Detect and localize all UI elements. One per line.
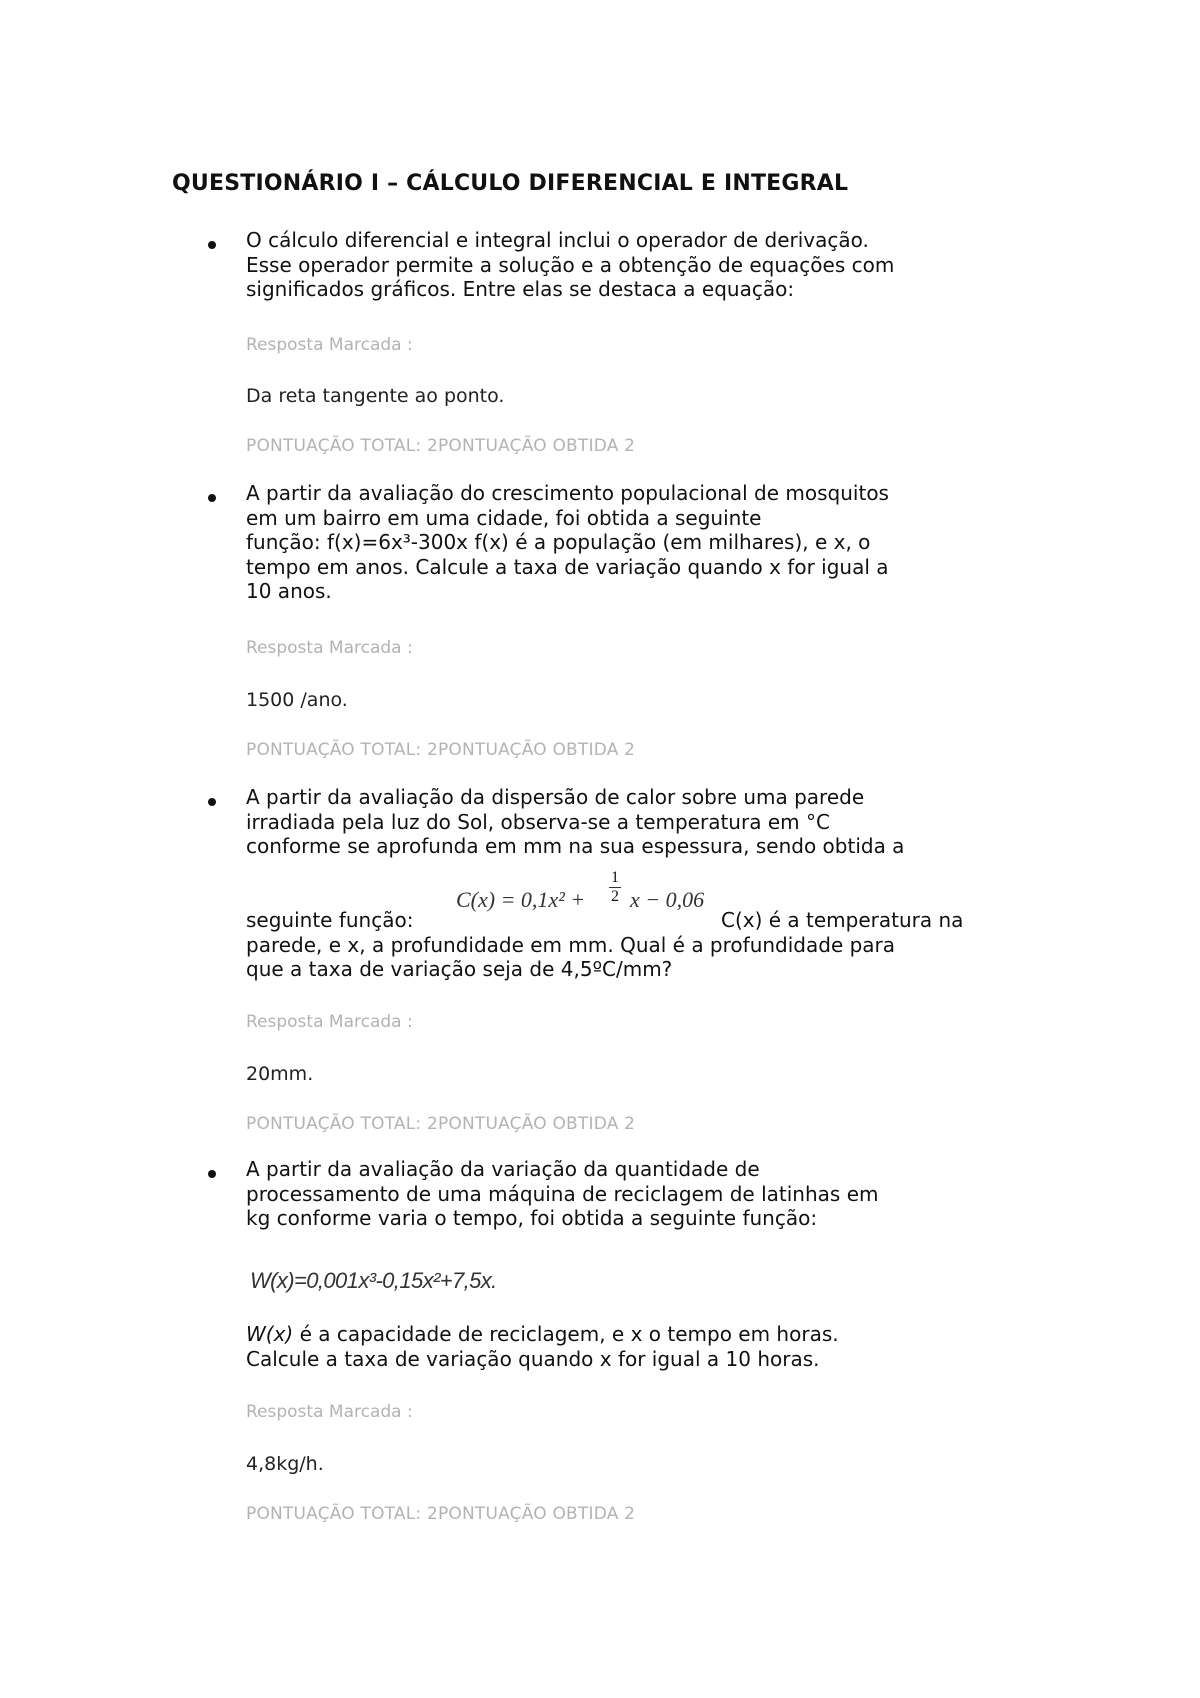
function-name: W(x)	[246, 1322, 294, 1346]
document-title: QUESTIONÁRIO I – CÁLCULO DIFERENCIAL E INTEGRAL	[172, 171, 849, 196]
question-line: conforme se aprofunda em mm na sua espessura, sendo obtida a	[246, 834, 905, 858]
bullet-icon	[208, 494, 216, 502]
fraction-denominator: 2	[611, 888, 619, 905]
question-line: O cálculo diferencial e integral inclui o operador de derivação.	[246, 228, 869, 252]
question-text	[246, 785, 1046, 859]
question-line: função: f(x)=6x³-300x f(x) é a população (em milhares), e x, o	[246, 530, 871, 554]
question-text	[246, 481, 1046, 604]
question-line	[246, 908, 1046, 933]
question-line: A partir da avaliação da variação da quantidade de	[246, 1157, 760, 1181]
bullet-icon	[208, 241, 216, 249]
equation-right: x − 0,06	[630, 887, 705, 912]
question-line: tempo em anos. Calcule a taxa de variação quando x for igual a	[246, 554, 889, 579]
question-line: que a taxa de variação seja de 4,5ºC/mm?	[246, 957, 673, 981]
fraction-numerator: 1	[611, 869, 619, 886]
question-line: Esse operador permite a solução e a obtenção de equações com	[246, 252, 895, 277]
question-line: em um bairro em uma cidade, foi obtida a seguinte	[246, 505, 762, 530]
recycling-equation: W(x)=0,001x³-0,15x²+7,5x.	[250, 1268, 497, 1293]
question-line: A partir da avaliação do crescimento populacional de mosquitos	[246, 481, 889, 505]
answer-label: Resposta Marcada :	[246, 638, 413, 658]
answer-label: Resposta Marcada :	[246, 1012, 413, 1032]
score-text: PONTUAÇÃO TOTAL: 2PONTUAÇÃO OBTIDA 2	[246, 1114, 636, 1134]
answer-value: Da reta tangente ao ponto.	[246, 385, 505, 407]
score-text: PONTUAÇÃO TOTAL: 2PONTUAÇÃO OBTIDA 2	[246, 436, 636, 456]
score-text: PONTUAÇÃO TOTAL: 2PONTUAÇÃO OBTIDA 2	[246, 1504, 636, 1524]
question-line: parede, e x, a profundidade em mm. Qual é a profundidade para	[246, 932, 896, 957]
question-line-start: seguinte função:	[246, 908, 414, 932]
question-line: kg conforme varia o tempo, foi obtida a seguinte função:	[246, 1206, 818, 1230]
answer-value: 20mm.	[246, 1063, 314, 1085]
question-line: Calcule a taxa de variação quando x for igual a 10 horas.	[246, 1346, 820, 1371]
bullet-icon	[208, 798, 216, 806]
question-text-continued	[246, 908, 1046, 982]
equation-fraction	[609, 869, 621, 906]
question-line: A partir da avaliação da dispersão de calor sobre uma parede	[246, 785, 865, 809]
question-line: significados gráficos. Entre elas se destaca a equação:	[246, 277, 795, 301]
question-text-continued	[246, 1322, 1046, 1371]
question-line-end: C(x) é a temperatura na	[721, 908, 964, 932]
question-line	[246, 1322, 1046, 1347]
bullet-icon	[208, 1170, 216, 1178]
score-text: PONTUAÇÃO TOTAL: 2PONTUAÇÃO OBTIDA 2	[246, 740, 636, 760]
question-text	[246, 1157, 1046, 1231]
answer-label: Resposta Marcada :	[246, 1402, 413, 1422]
question-line-rest: é a capacidade de reciclagem, e x o tempo em horas.	[293, 1322, 839, 1346]
question-text	[246, 228, 1046, 302]
question-line: processamento de uma máquina de reciclagem de latinhas em	[246, 1181, 879, 1206]
question-line: 10 anos.	[246, 579, 332, 603]
answer-label: Resposta Marcada :	[246, 335, 413, 355]
answer-value: 1500 /ano.	[246, 689, 348, 711]
answer-value: 4,8kg/h.	[246, 1453, 324, 1475]
question-line: irradiada pela luz do Sol, observa-se a temperatura em °C	[246, 809, 830, 834]
equation-left: C(x) = 0,1x² +	[456, 887, 586, 912]
